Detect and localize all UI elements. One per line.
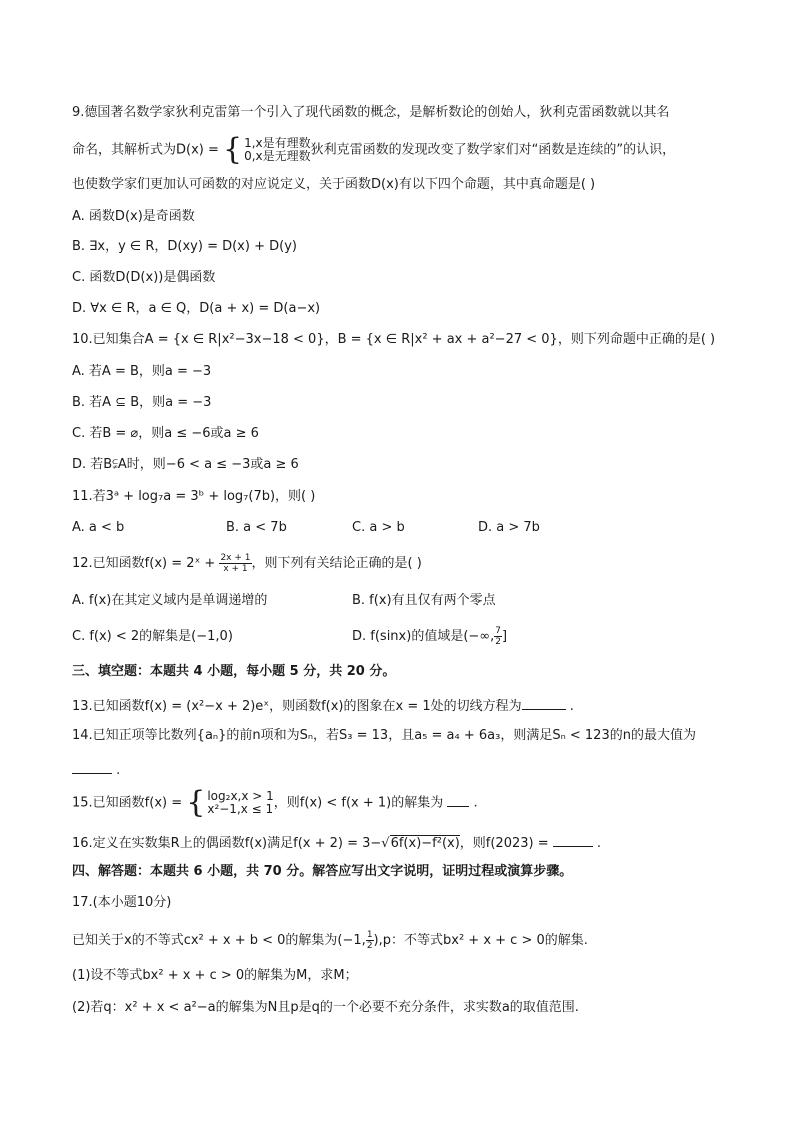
q16-mid: ，则f(2023) =	[459, 836, 553, 851]
q9-brace: {	[223, 132, 243, 167]
q17-stem	[72, 930, 588, 951]
q12-stem-end: ，则下列有关结论正确的是( )	[251, 556, 422, 571]
q10-stem: 10.已知集合A = {x ∈ R|x²−3x−18 < 0}，B = {x ∈ R|x² + ax + a²−27 < 0}，则下列命题中正确的是( )	[72, 332, 716, 347]
q15-case2: x²−1,x ≤ 1	[207, 802, 274, 816]
q13-period: .	[569, 699, 574, 714]
q10-option-d: D. 若B⫋A时，则−6 < a ≤ −3或a ≥ 6	[72, 457, 299, 472]
q17-head: 17.(本小题10分)	[72, 895, 172, 910]
q16-text	[72, 832, 601, 853]
q9-line2-start: 命名，其解析式为D(x) =	[72, 142, 224, 158]
q17-frac-den: 2	[366, 941, 373, 951]
q13-answer-blank	[522, 695, 566, 710]
q12-frac-den: x + 1	[223, 564, 248, 574]
q17-frac-num: 1	[366, 930, 373, 940]
q12-option-b: B. f(x)有且仅有两个零点	[352, 593, 496, 608]
section4-title: 四、解答题：本题共 6 小题，共 70 分。解答应写出文字说明，证明过程或演算步骤。	[72, 864, 573, 879]
q12-stem-start: 12.已知函数f(x) = 2ˣ +	[72, 556, 220, 571]
q10-option-c: C. 若B = ⌀，则a ≤ −6或a ≥ 6	[72, 426, 259, 441]
q15-mid: ，则f(x) < f(x + 1)的解集为	[273, 795, 444, 811]
q15-text	[72, 785, 478, 820]
q10-option-b: B. 若A ⊆ B，则a = −3	[72, 395, 212, 410]
q11-option-b: B. a < 7b	[226, 520, 287, 535]
q9-line2	[72, 132, 676, 167]
q17-stem-end: ),p：不等式bx² + x + c > 0的解集.	[373, 933, 588, 948]
q12-stem	[72, 553, 422, 574]
q12-option-d-end: ]	[501, 629, 508, 644]
q9-case1: 1,x是有理数	[244, 136, 311, 150]
q12-option-d-start: D. f(sinx)的值域是(−∞,	[352, 629, 495, 644]
q9-option-d: D. ∀x ∈ R，a ∈ Q，D(a + x) = D(a−x)	[72, 301, 321, 316]
q11-option-a: A. a < b	[72, 520, 125, 535]
q9-piecewise	[244, 137, 311, 163]
q11-stem: 11.若3ᵃ + log₇a = 3ᵇ + log₇(7b)，则( )	[72, 489, 316, 504]
q9-line2-end: 狄利克雷函数的发现改变了数学家们对“函数是连续的”的认识，	[310, 142, 676, 158]
q11-option-c: C. a > b	[352, 520, 405, 535]
q9-case2: 0,x是无理数	[244, 149, 311, 163]
q15-start: 15.已知函数f(x) =	[72, 795, 187, 811]
q16-answer-blank	[553, 832, 593, 847]
q9-line1: 9.德国著名数学家狄利克雷第一个引入了现代函数的概念，是解析数论的创始人，狄利克雷函数就以其名	[72, 105, 670, 120]
q12-option-d-fraction	[494, 626, 502, 647]
q11-option-d: D. a > 7b	[478, 520, 540, 535]
q15-answer-blank	[447, 792, 469, 807]
q17-fraction	[366, 930, 374, 951]
q9-line3: 也使数学家们更加认可函数的对应说定义，关于函数D(x)有以下四个命题，其中真命题是( )	[72, 177, 596, 192]
q16-period: .	[596, 836, 602, 851]
q17-part1: (1)设不等式bx² + x + c > 0的解集为M，求M；	[72, 968, 358, 983]
q9-option-c: C. 函数D(D(x))是偶函数	[72, 270, 216, 285]
q16-sqrt: 6f(x)−f²(x)	[390, 836, 460, 851]
q14-answer-blank	[72, 759, 112, 774]
q12-option-a: A. f(x)在其定义域内是单调递增的	[72, 593, 268, 608]
section3-title: 三、填空题：本题共 4 小题，每小题 5 分，共 20 分。	[72, 664, 396, 679]
q14-line1: 14.已知正项等比数列{aₙ}的前n项和为Sₙ，若S₃ = 13，且a₅ = a₄ + 6a₃，则满足Sₙ < 123的n的最大值为	[72, 728, 696, 743]
q9-option-a: A. 函数D(x)是奇函数	[72, 209, 195, 224]
q12-option-c: C. f(x) < 2的解集是(−1,0)	[72, 629, 233, 644]
q12-d-frac-den: 2	[495, 637, 501, 647]
q15-period: .	[473, 795, 478, 811]
q15-piecewise	[207, 790, 273, 816]
q10-option-a: A. 若A = B，则a = −3	[72, 364, 212, 379]
q12-option-d	[352, 626, 507, 647]
q16-start: 16.定义在实数集R上的偶函数f(x)满足f(x + 2) = 3−√	[72, 836, 390, 851]
q15-brace: {	[186, 785, 206, 820]
q13-stem: 13.已知函数f(x) = (x²−x + 2)eˣ，则函数f(x)的图象在x = 1处的切线方程为	[72, 699, 522, 714]
q12-fraction	[219, 553, 251, 574]
q12-d-frac-num: 7	[495, 626, 501, 636]
q17-part2: (2)若q：x² + x < a²−a的解集为N且p是q的一个必要不充分条件，求实数a的取值范围.	[72, 1000, 579, 1015]
q17-stem-start: 已知关于x的不等式cx² + x + b < 0的解集为(−1,	[72, 933, 366, 948]
q9-option-b: B. ∃x，y ∈ R，D(xy) = D(x) + D(y)	[72, 239, 297, 254]
q14-period: .	[116, 763, 121, 778]
q13-text	[72, 695, 574, 716]
q12-frac-num: 2x + 1	[220, 553, 251, 563]
q14-line2	[72, 759, 120, 780]
q15-case1: log₂x,x > 1	[207, 789, 274, 803]
